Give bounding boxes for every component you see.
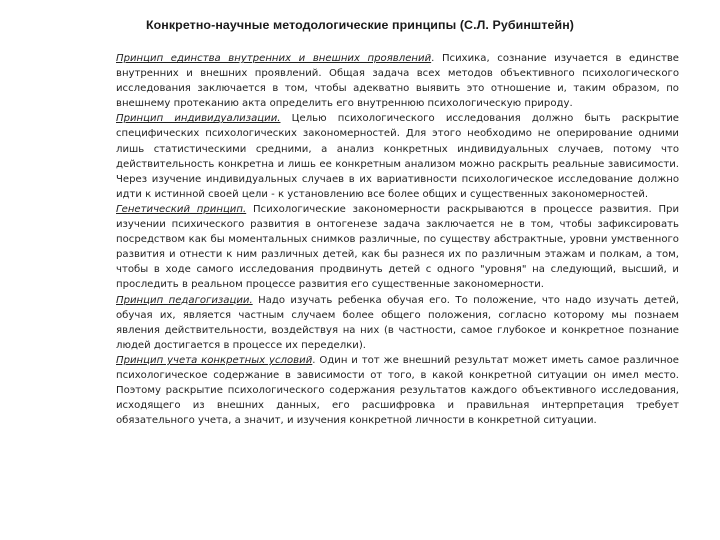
principle-paragraph <box>116 202 679 293</box>
principle-heading: Принцип учета конкретных условий <box>116 354 313 366</box>
principle-heading: Принцип индивидуализации. <box>116 113 281 125</box>
principle-heading: Генетический принцип. <box>116 203 247 215</box>
principles-text <box>116 51 679 428</box>
principle-heading: Принцип педагогизации. <box>116 294 253 306</box>
slide-title: Конкретно-научные методологические принципы (С.Л. Рубинштейн) <box>145 18 575 32</box>
principle-paragraph <box>116 353 679 428</box>
principle-text: . Психика, сознание изучается в единстве внутренних и внешних проявлений. Общая задача всех методов объективного психологического исследования заключается в том, чтобы адекватно выявить это отношение и, таким образом, по внешнему протеканию акта определить его внутреннюю психологическую природу. <box>116 53 679 110</box>
principle-text: Целью психологического исследования должно быть раскрытие специфических психологических закономерностей. Для этого необходимо не оперирование одними лишь статистическими средними, а анализ конкретных индивидуальных случаев, потому что действительность конкретна и лишь ее конкретным анализом можно раскрыть реальные зависимости. Через изучение индивидуальных случаев в их вариативности психологическое исследование должно идти к истинной своей цели - к установлению все более общих и существенных закономерностей. <box>116 113 679 200</box>
principle-heading: Принцип единства внутренних и внешних проявлений <box>116 53 432 64</box>
principle-text: Психологические закономерности раскрываются в процессе развития. При изучении психического развития в онтогенезе задача заключается не в том, чтобы зафиксировать посредством как бы моментальных снимков различные, по существу абстрактные, уровни умственного развития и отнести к ним различных детей, как бы разнеся их по различным этажам и полкам, а том, чтобы в ходе самого исследования продвинуть детей с одного "уровня" на следующий, высший, и проследить в реальном процессе развития его существенные закономерности. <box>116 203 680 291</box>
principle-paragraph <box>116 51 679 111</box>
principle-paragraph <box>116 111 679 202</box>
principle-paragraph <box>116 293 679 353</box>
principle-text: Надо изучать ребенка обучая его. То положение, что надо изучать детей, обучая их, является частным случаем более общего положения, согласно которому мы познаем явления действительности, воздействуя на них (в частности, самое глубокое и конкретное познание людей достигается в процессе их переделки). <box>116 294 679 351</box>
principle-text: . Один и тот же внешний результат может иметь самое различное психологическое содержание в зависимости от того, в какой конкретной ситуации он имел место. Поэтому раскрытие психологического содержания результатов каждого объективного исследования, исходящего из внешних данных, его расшифровка и правильная интерпретация требует обязательного учета, а значит, и изучения конкретной личности в конкретной ситуации. <box>116 354 679 427</box>
